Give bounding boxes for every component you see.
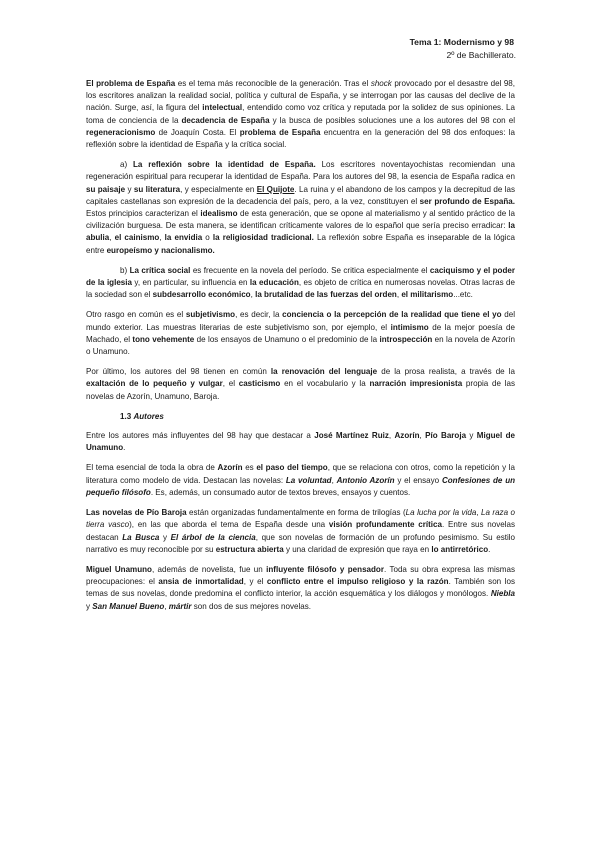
text-run: , — [396, 290, 402, 300]
text-run: y — [466, 431, 477, 441]
text-run: de Joaquín Costa. El — [155, 127, 240, 137]
section-title: Autores — [133, 411, 164, 421]
bold-text: conciencia o la percepción de la realidad que tiene el yo — [282, 310, 502, 320]
text-run: , — [109, 233, 115, 243]
bold-text: José Martínez Ruiz — [314, 431, 389, 441]
section-number: 1.3 — [120, 411, 132, 421]
text-run: ...etc. — [453, 290, 473, 300]
text-run: provocado por el desastre del 98, los escritores analizan la realidad social, política y cultural de España, y se interrogan por las causas del declive de la nación. Surge, así, la figura del — [86, 79, 516, 113]
bold-text: la religiosidad tradicional. — [212, 233, 314, 243]
text-run: y — [159, 532, 171, 542]
bold-text: Niebla — [490, 589, 515, 599]
text-run: Por último, los autores del 98 tienen en común — [86, 367, 271, 377]
text-run: , — [250, 290, 256, 300]
text-run: , — [331, 475, 337, 485]
text-run: , es objeto de crítica en numerosas novelas. Otras lacras de la sociedad son el — [86, 278, 515, 300]
document-header — [410, 36, 514, 62]
bold-text: el paso del tiempo — [256, 463, 328, 473]
bold-text: la abulia — [86, 221, 515, 243]
bold-text: Miguel Unamuno — [86, 564, 152, 574]
text-run: , — [159, 233, 165, 243]
text-run: , — [419, 431, 426, 441]
paragraph-lenguaje — [86, 366, 515, 403]
text-run: , es decir, la — [235, 310, 283, 320]
text-run: Estos principios caracterizan el — [86, 209, 201, 219]
section-heading — [120, 411, 515, 423]
bold-text: casticismo — [238, 379, 281, 389]
paragraph-problema-espana — [86, 78, 515, 151]
text-run: es el tema más reconocible de la generación. Tras el — [175, 79, 371, 88]
bold-text: narración impresionista — [369, 379, 463, 389]
text-run: , que son novelas de formación de un profundo pesimismo. Su estilo narrativo es muy reconocible por su — [86, 532, 516, 554]
paragraph-baroja — [86, 507, 515, 556]
bold-text: La crítica social — [129, 265, 191, 275]
bold-text: la educación — [249, 278, 299, 288]
text-run: de los ensayos de Unamuno o el predominio de la — [194, 334, 380, 344]
text-run: son dos de sus mejores novelas. — [191, 601, 311, 611]
text-run: del mundo exterior. Las muestras literarias de este subjetivismo son, por ejemplo, el — [86, 310, 515, 332]
text-run: es — [242, 463, 257, 473]
italic-text: shock — [370, 79, 392, 88]
text-run: . — [488, 544, 491, 554]
text-run: es frecuente en la novela del período. Se critica especialmente el — [190, 265, 430, 275]
bold-text: ansia de inmortalidad — [158, 577, 244, 587]
text-run: propia de las novelas de Azorín, Unamuno, Baroja. — [86, 379, 515, 401]
bold-text: Las novelas de Pío Baroja — [86, 508, 187, 518]
text-run: . Entre sus novelas destacan — [86, 520, 516, 542]
text-run: . Es, además, un consumado autor de textos breves, ensayos y cuentos. — [150, 487, 411, 497]
header-title: Tema 1: Modernismo y 98 — [409, 37, 514, 47]
bold-text: exaltación de lo pequeño y vulgar — [86, 379, 223, 389]
text-run: b) — [120, 265, 130, 275]
bold-text: conflicto entre el impulso religioso y la razón — [266, 577, 449, 587]
text-run: y — [86, 601, 93, 611]
document-body — [86, 78, 515, 621]
bold-text: europeísmo y nacionalismo. — [106, 245, 215, 255]
bold-text: Antonio Azorín — [336, 475, 395, 485]
text-run: , — [388, 431, 395, 441]
text-run: Los escritores noventayochistas recomiendan una regeneración espiritual para recuperar la identidad de España. Para los autores del 98, la esencia de España radica en — [86, 160, 515, 182]
text-run: en la novela de Azorín o Unamuno. — [86, 334, 515, 357]
bold-text: decadencia de España — [181, 115, 270, 125]
header-course: 2º de Bachillerato. — [446, 50, 516, 60]
bold-text: El Quijote — [256, 184, 295, 194]
bold-text: La Busca — [122, 532, 160, 542]
bold-text: idealismo — [200, 209, 238, 219]
paragraph-critica-social — [86, 265, 515, 302]
bold-text: La voluntad — [285, 475, 332, 485]
text-run: , y especialmente en — [180, 184, 257, 194]
text-run: o — [202, 233, 213, 243]
bold-text: la renovación del lenguaje — [270, 367, 378, 377]
bold-text: el militarismo — [401, 290, 454, 300]
text-run: de la mejor poesía de Machado, el — [86, 322, 516, 344]
bold-text: el cainismo — [114, 233, 160, 243]
italic-text: La raza o tierra vasco — [86, 508, 515, 530]
text-run: La reflexión sobre España es inseparable de la lógica entre — [86, 233, 515, 255]
text-run: están organizadas fundamentalmente en forma de trilogías ( — [186, 508, 406, 518]
bold-text: problema de España — [239, 127, 321, 137]
text-run: . La ruina y el abandono de los campos y la decrepitud de las capitales castellanas son expresión de la decadencia del país, pero, a la vez, constituyen el — [86, 184, 516, 206]
bold-text: la envidia — [164, 233, 203, 243]
bold-text: San Manuel Bueno — [92, 601, 165, 611]
bold-text: Azorín — [217, 463, 243, 473]
text-run: y la busca de posibles soluciones une a los autores del 98 con el — [269, 115, 515, 125]
bold-text: lo antirretórico — [431, 544, 489, 554]
text-run: , además de novelista, fue un — [151, 564, 267, 574]
bold-text: tono vehemente — [132, 334, 195, 344]
bold-text: caciquismo y el poder de la iglesia — [86, 265, 515, 288]
text-run: a) — [120, 160, 134, 170]
bold-text: La reflexión sobre la identidad de España. — [133, 160, 316, 170]
bold-text: introspección — [379, 334, 433, 344]
italic-text: La lucha por la vida — [405, 508, 477, 518]
bold-text: regeneracionismo — [86, 127, 156, 137]
text-run: Otro rasgo en común es el — [86, 310, 186, 320]
bold-text: Confesiones de un pequeño filósofo — [86, 475, 516, 497]
bold-text: influyente filósofo y pensador — [266, 564, 384, 574]
paragraph-azorin — [86, 462, 515, 499]
bold-text: ser profundo de España. — [419, 196, 515, 206]
bold-text: El problema de España — [86, 79, 176, 88]
text-run: y — [125, 184, 134, 194]
bold-text: intelectual — [202, 103, 243, 113]
paragraph-autores-intro — [86, 430, 515, 454]
bold-text: Azorín — [394, 431, 420, 441]
bold-text: subdesarrollo económico — [152, 290, 251, 300]
paragraph-unamuno — [86, 564, 515, 613]
text-run: encuentra en la generación del 98 dos enfoques: la reflexión sobre la identidad de España y la crítica social. — [86, 127, 515, 150]
bold-text: mártir — [168, 601, 192, 611]
bold-text: su literatura — [133, 184, 181, 194]
text-run: , que se relaciona con otros, como la repetición y la literatura como modelo de vida. Destacan las novelas: — [86, 463, 515, 485]
bold-text: Miguel de Unamuno — [86, 431, 515, 453]
bold-text: estructura abierta — [215, 544, 284, 554]
text-run: El tema esencial de toda la obra de — [86, 463, 218, 473]
text-run: y el ensayo — [394, 475, 442, 485]
bold-text: su paisaje — [86, 184, 126, 194]
paragraph-identidad-espana — [86, 159, 515, 257]
text-run: . Toda su obra expresa las mismas preocupaciones: el — [86, 564, 515, 587]
text-run: de la prosa realista, a través de la — [377, 367, 515, 377]
text-run: Entre los autores más influyentes del 98 hay que destacar a — [86, 431, 315, 441]
text-run: , entendido como voz crítica y reputada por la solidez de sus opiniones. La toma de conciencia de la — [86, 103, 516, 125]
bold-text: la brutalidad de las fuerzas del orden — [255, 290, 397, 300]
bold-text: El árbol de la ciencia — [170, 532, 256, 542]
text-run: , — [164, 601, 169, 611]
text-run: . — [123, 443, 126, 453]
text-run: , y el — [243, 577, 267, 587]
bold-text: Pío Baroja — [425, 431, 467, 441]
text-run: y, en particular, su influencia en — [132, 278, 250, 288]
text-run: ), en las que aborda el tema de España desde una — [129, 520, 329, 530]
paragraph-subjetivismo — [86, 309, 515, 358]
text-run: en el vocabulario y la — [280, 379, 370, 389]
bold-text: visión profundamente crítica — [328, 520, 442, 530]
text-run: , — [476, 508, 481, 518]
bold-text: intimismo — [390, 322, 429, 332]
bold-text: subjetivismo — [185, 310, 236, 320]
text-run: de esta generación, que se opone al materialismo y al sentido práctico de la civilización burguesa. De esta manera, se identifican críticamente valores de lo español que sería preciso erradicar: — [86, 209, 516, 231]
text-run: y una claridad de expresión que raya en — [283, 544, 432, 554]
text-run: , el — [222, 379, 239, 389]
text-run: . También son los temas de sus novelas, donde predomina el conflicto interior, la acción esquemática y los diálogos y monólogos. — [86, 577, 515, 599]
